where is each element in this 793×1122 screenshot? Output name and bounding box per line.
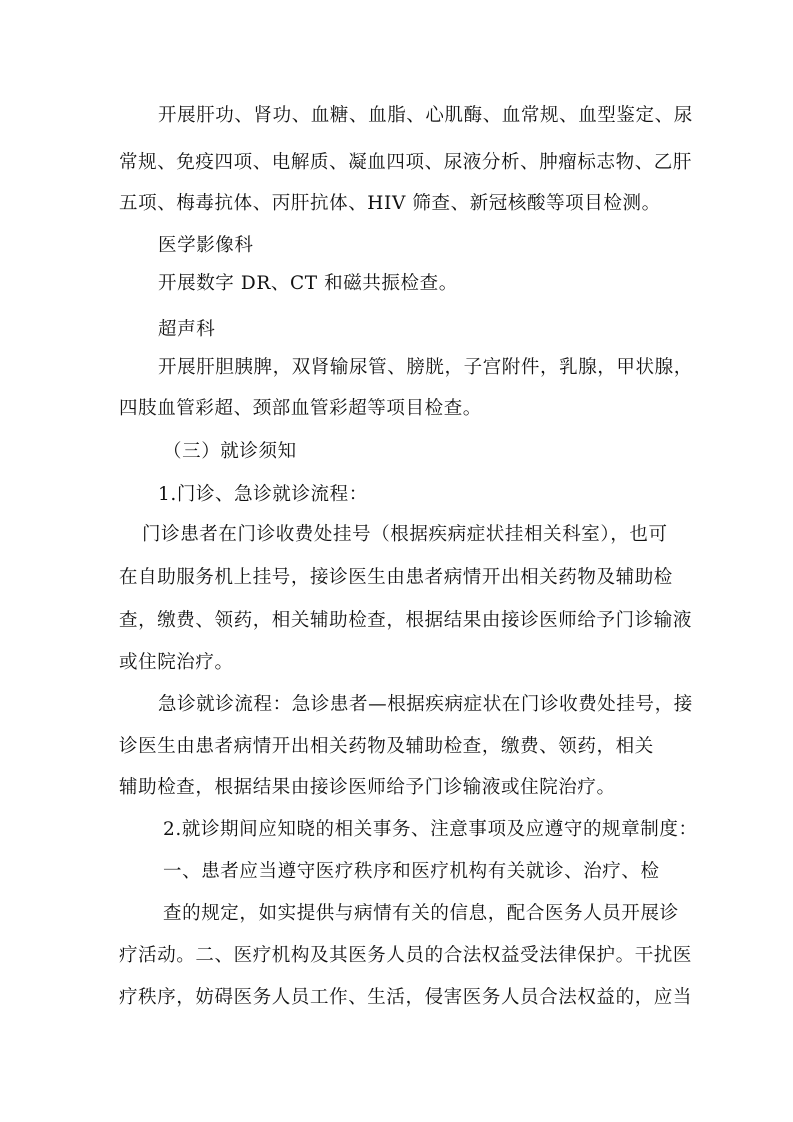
ultrasound-dept-heading: 超声科: [158, 319, 216, 340]
rules-line-1: 一、患者应当遵守医疗秩序和医疗机构有关就诊、治疗、检: [163, 861, 660, 882]
emergency-line-2: 诊医生由患者病情开出相关药物及辅助检查，缴费、领药，相关: [119, 736, 654, 757]
emergency-line-3: 辅助检查，根据结果由接诊医师给予门诊输液或住院治疗。: [119, 777, 616, 798]
lab-tests-line-3: 五项、梅毒抗体、丙肝抗体、HIV 筛查、新冠核酸等项目检测。: [119, 193, 661, 214]
outpatient-line-2: 在自助服务机上挂号，接诊医生由患者病情开出相关药物及辅助检: [119, 567, 673, 588]
lab-tests-line-2: 常规、免疫四项、电解质、凝血四项、尿液分析、肿瘤标志物、乙肝: [119, 152, 693, 173]
outpatient-line-4: 或住院治疗。: [119, 652, 234, 673]
rules-line-2: 查的规定，如实提供与病情有关的信息，配合医务人员开展诊: [163, 903, 679, 924]
section-heading-visit-notice: （三）就诊须知: [163, 441, 297, 462]
rules-line-4: 疗秩序，妨碍医务人员工作、生活，侵害医务人员合法权益的，应当: [119, 987, 693, 1008]
outpatient-line-3: 查，缴费、领药，相关辅助检查，根据结果由接诊医师给予门诊输液: [119, 610, 693, 631]
imaging-dept-text: 开展数字 DR、CT 和磁共振检查。: [158, 273, 458, 294]
outpatient-line-1: 门诊患者在门诊收费处挂号（根据疾病症状挂相关科室），也可: [142, 524, 668, 545]
subheading-process: 1.门诊、急诊就诊流程：: [158, 484, 368, 505]
ultrasound-text-line-2: 四肢血管彩超、颈部血管彩超等项目检查。: [119, 398, 482, 419]
lab-tests-line-1: 开展肝功、肾功、血糖、血脂、心肌酶、血常规、血型鉴定、尿: [158, 105, 693, 126]
ultrasound-text-line-1: 开展肝胆胰脾，双肾输尿管、膀胱，子宫附件，乳腺，甲状腺，: [158, 357, 693, 378]
emergency-line-1: 急诊就诊流程：急诊患者—根据疾病症状在门诊收费处挂号，接: [158, 694, 693, 715]
subheading-rules: 2.就诊期间应知晓的相关事务、注意事项及应遵守的规章制度：: [163, 819, 698, 840]
rules-line-3: 疗活动。二、医疗机构及其医务人员的合法权益受法律保护。干扰医: [119, 945, 693, 966]
imaging-dept-heading: 医学影像科: [158, 235, 254, 256]
